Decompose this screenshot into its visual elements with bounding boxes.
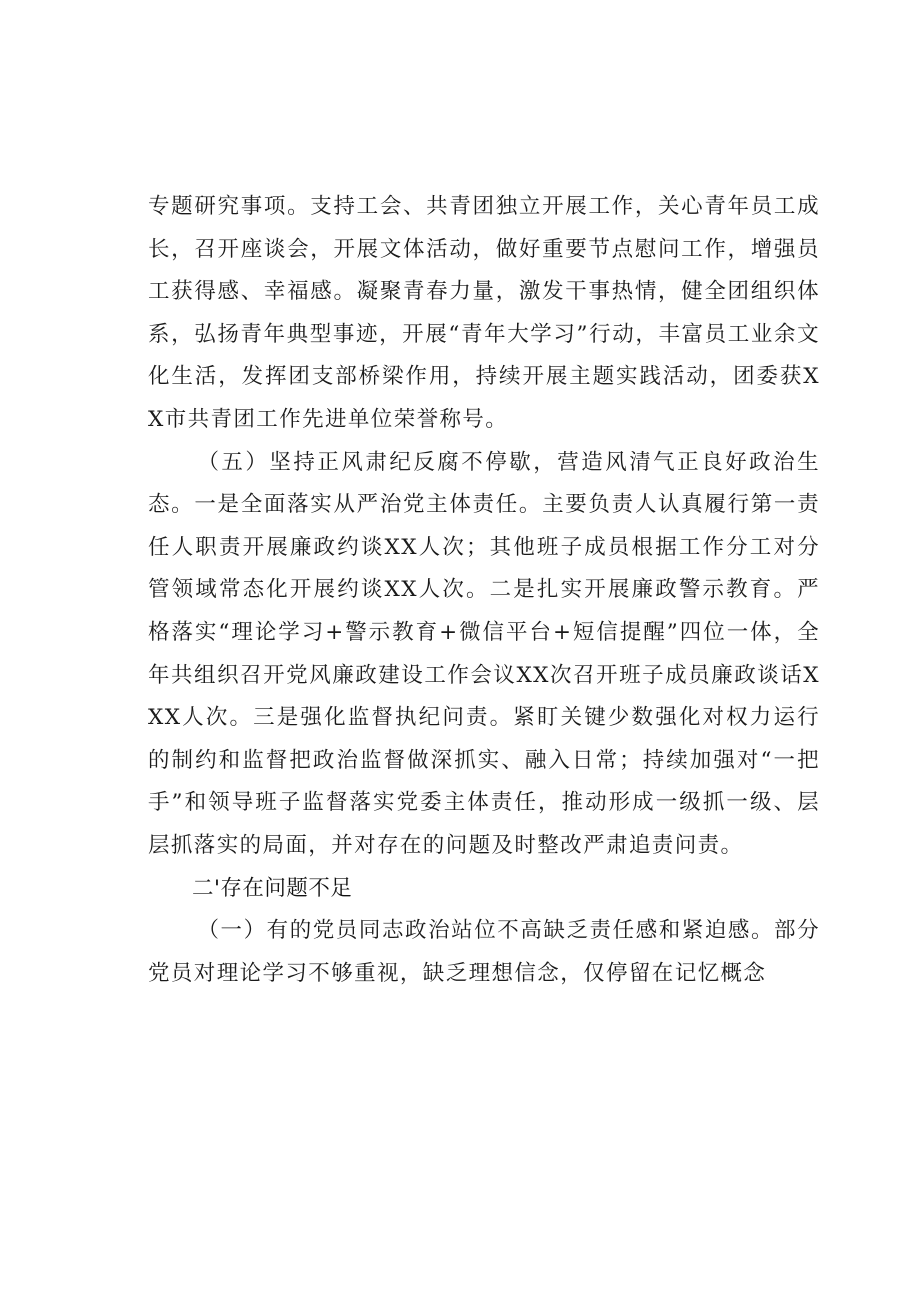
paragraph-continued: 专题研究事项。支持工会、共青团独立开展工作，关心青年员工成长，召开座谈会，开展文体活动，做好重要节点慰问工作，增强员工获得感、幸福感。凝聚青春力量，激发干事热情，健全团组织体系，弘扬青年典型事迹，开展“青年大学习”行动，丰富员工业余文化生活，发挥团支部桥梁作用，持续开展主题实践活动，团委获XX市共青团工作先进单位荣誉称号。 — [148, 194, 820, 432]
document-body — [148, 186, 820, 995]
paragraph-section-five: （五）坚持正风肃纪反腐不停歇，营造风清气正良好政治生态。一是全面落实从严治党主体责任。主要负责人认真履行第一责任人职责开展廉政约谈XX人次；其他班子成员根据工作分工对分管领域常态化开展约谈XX人次。二是扎实开展廉政警示教育。严格落实“理论学习+警示教育+微信平台+短信提醒”四位一体，全年共组织召开党风廉政建设工作会议XX次召开班子成员廉政谈话XXX人次。三是强化监督执纪问责。紧盯关键少数强化对权力运行的制约和监督把政治监督做深抓实、融入日常；持续加强对“一把手”和领导班子监督落实党委主体责任，推动形成一级抓一级、层层抓落实的局面，并对存在的问题及时整改严肃追责问责。 — [148, 449, 820, 858]
section-heading-problems: 二'存在问题不足 — [192, 875, 353, 901]
paragraph-problem-one: （一）有的党员同志政治站位不高缺乏责任感和紧迫感。部分党员对理论学习不够重视，缺乏理想信念，仅停留在记忆概念 — [148, 918, 820, 986]
